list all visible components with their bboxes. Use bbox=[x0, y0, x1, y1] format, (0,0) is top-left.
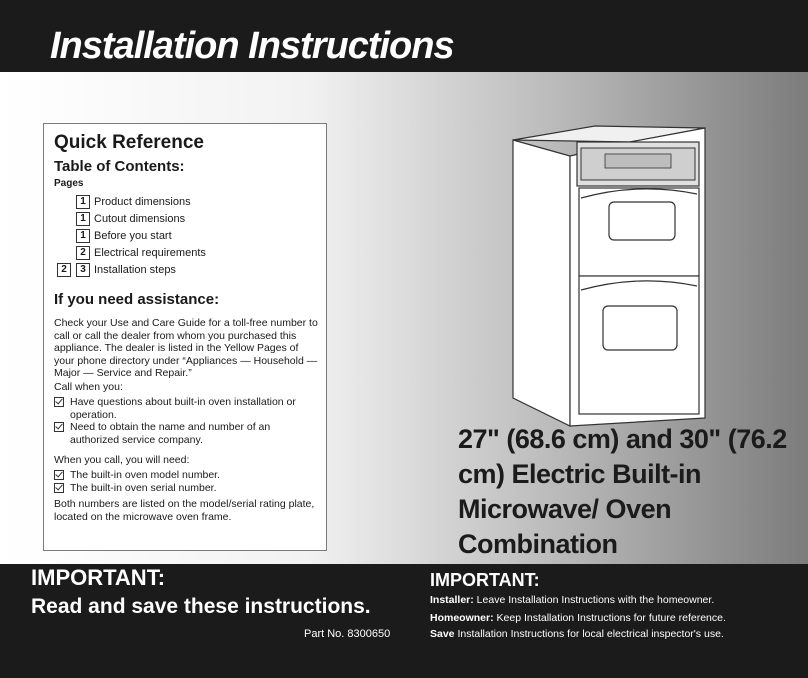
rating-plate-note: Both numbers are listed on the model/serial rating plate, located on the microwave oven frame. bbox=[54, 498, 315, 523]
product-title: 27" (68.6 cm) and 30" (76.2 cm) Electric Built-in Microwave/ Oven Combination bbox=[458, 424, 787, 559]
header-bar bbox=[0, 0, 808, 72]
assistance-text: Check your Use and Care Guide for a toll-free number to call or call the dealer from whom you purchased this appliance. The dealer is listed in the Yellow Pages of your phone directory under “Appliances — Household — Major — Service and Repair.” bbox=[54, 317, 318, 379]
toc-label: Before you start bbox=[94, 230, 172, 242]
important-line bbox=[430, 612, 726, 624]
important-line-text: Keep Installation Instructions for future reference. bbox=[493, 612, 726, 624]
quick-reference-box bbox=[43, 123, 327, 551]
important-line-label: Installer: bbox=[430, 594, 474, 606]
toc-heading: Table of Contents: bbox=[54, 158, 185, 175]
page-title: Installation Instructions bbox=[50, 25, 454, 67]
checkbox-icon bbox=[54, 422, 64, 432]
page-number: 1 bbox=[76, 229, 90, 243]
toc-label: Installation steps bbox=[94, 264, 176, 276]
toc-label: Electrical requirements bbox=[94, 247, 206, 259]
toc-item bbox=[44, 195, 324, 211]
toc-item bbox=[44, 212, 324, 228]
toc-label: Product dimensions bbox=[94, 196, 191, 208]
important-line bbox=[430, 594, 714, 606]
page-number: 3 bbox=[76, 263, 90, 277]
important-left-heading: IMPORTANT: bbox=[31, 565, 166, 590]
toc-item bbox=[44, 229, 324, 245]
important-right-heading: IMPORTANT: bbox=[430, 570, 540, 590]
checkbox-icon bbox=[54, 397, 64, 407]
important-line-label: Save bbox=[430, 628, 455, 640]
oven-illustration bbox=[505, 118, 715, 428]
important-line-text: Installation Instructions for local electrical inspector's use. bbox=[454, 628, 724, 640]
page-number: 1 bbox=[76, 195, 90, 209]
page-number: 1 bbox=[76, 212, 90, 226]
when-call-label: When you call, you will need: bbox=[54, 454, 190, 466]
checkbox-icon bbox=[54, 470, 64, 480]
checklist-text: Have questions about built-in oven installation or operation. bbox=[70, 396, 296, 421]
checklist-text: Need to obtain the name and number of an authorized service company. bbox=[70, 421, 271, 446]
important-line-label: Homeowner: bbox=[430, 612, 494, 624]
page-number: 2 bbox=[76, 246, 90, 260]
page-number-start: 2 bbox=[57, 263, 71, 277]
important-line bbox=[430, 628, 724, 640]
toc-item bbox=[44, 263, 324, 279]
part-number: Part No. 8300650 bbox=[304, 628, 391, 640]
toc-item bbox=[44, 246, 324, 262]
quick-reference-heading: Quick Reference bbox=[54, 132, 204, 153]
assistance-heading: If you need assistance: bbox=[54, 291, 220, 308]
read-save-notice: Read and save these instructions. bbox=[31, 595, 371, 618]
important-line-text: Leave Installation Instructions with the homeowner. bbox=[473, 594, 715, 606]
checkbox-icon bbox=[54, 483, 64, 493]
pages-label: Pages bbox=[54, 178, 84, 189]
toc-label: Cutout dimensions bbox=[94, 213, 186, 225]
call-when-label: Call when you: bbox=[54, 381, 123, 393]
checklist-text: The built-in oven model number. bbox=[70, 469, 220, 481]
checklist-text: The built-in oven serial number. bbox=[70, 482, 217, 494]
